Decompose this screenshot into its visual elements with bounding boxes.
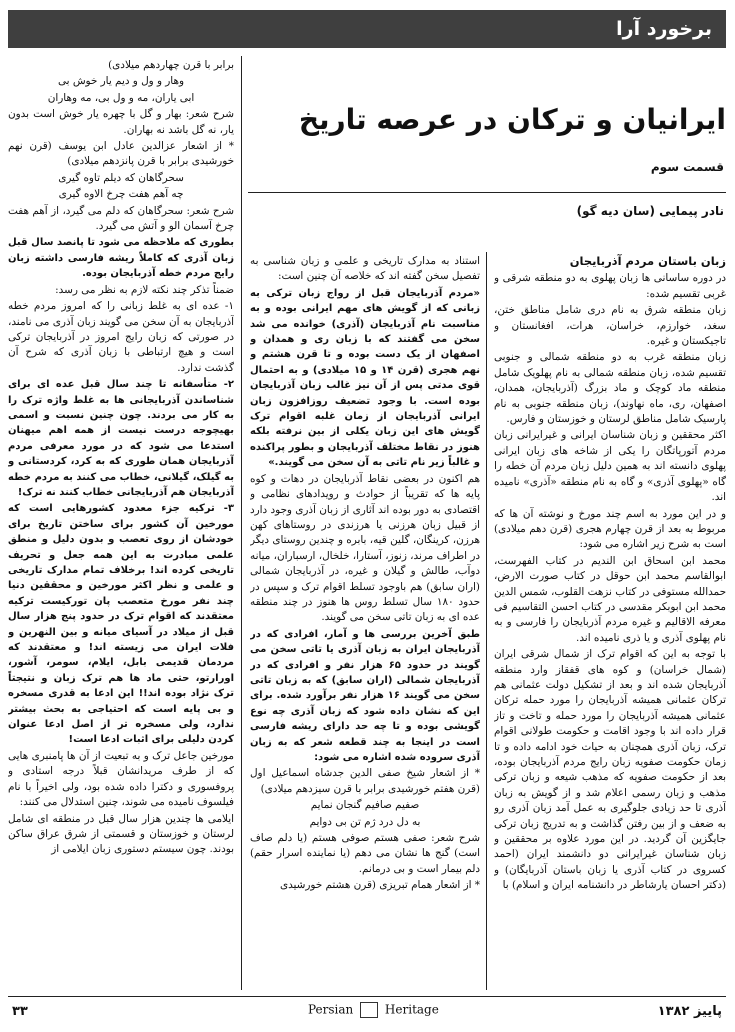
page-footer — [8, 998, 726, 1026]
heritage-emblem-icon — [360, 1002, 378, 1018]
article-author: نادر پیمایی (سان دیه گو) — [576, 204, 724, 218]
poem-line: به دل درد ژم تن بی دوایم — [309, 815, 421, 828]
paragraph: ۳- ترکیه جزء معدود کشورهایی است که مورخین آن کشور برای ساختن تاریخ برای خودشان از روی تعصب و بدون دلیل و منطق علمی مبادرت به این همه جعل و تحریف تاریخی کرده اند! برخلاف تمام مدارک تاریخی و علمی و نظر اکثر مورخین و محققین دنیا چند نفر مورخ متعصب پان تورکیست ترکیه معتقدند که اقوام ترک در حدود پنج هزار سال قبل از میلاد در آسیای میانه و بین النهرین و فلات ایران می زیسته اند! و معتقدند که مردمان قدیمی بابل، ایلام، سومر، آشور، اورارتو، حتی ماد ها هم ترک زبان و نتیجتاً ترک نژاد بوده اند!! این ادعا به قدری مسخره و بی پایه است که احتیاجی به بحث بیشتر ندارد، ولی مسخره تر از اصل ادعا عنوان کردن دلیلی برای اثبات ادعا است! — [8, 503, 234, 746]
column-divider-left — [241, 56, 242, 990]
paragraph: شرح شعر: صفی هستم صوفی هستم (یا دلم صاف است) گنج ها نشان می دهم (یا نماینده اسرار حقم) دلم بیمار است و بی درمانم. — [250, 832, 480, 875]
column-left — [8, 58, 234, 990]
paragraph: مورخین جاعل ترک و به تبعیت از آن ها پامنبری هایی که از طرف مریدانشان قبلاً درجه استادی و پروفسوری و دکترا داده شده بود، ولی اخیراً با نام فیلسوف نامیده می شوند، چنین استدلال می کنند: — [8, 749, 234, 809]
paragraph: * از اشعار همام تبریزی (قرن هشتم خورشیدی — [279, 879, 480, 892]
paragraph: طبق آخرین بررسی ها و آمار، افرادی که در آذربایجان ایران به زبان آذری یا تاتی سخن می گویند در حدود ۶۵ هزار نفر و افرادی که در آذربایجان شمالی (اران سابق) که به زبان تاتی سخن می گویند ۱۶ هزار نفر برآورد شده. برای این که نشان داده شود که زبان آذری چه نوع گویشی بوده و تا چه حد دارای ریشه فارسی است در اینجا به چند قطعه شعر که به زبان آذری سروده شده اشاره می شود: — [250, 628, 480, 763]
column-divider-right — [486, 252, 487, 990]
paragraph: ضمناً تذکر چند نکته لازم به نظر می رسد: — [55, 283, 234, 296]
paragraph: اکثر محققین و زبان شناسان ایرانی و غیرایرانی زبان مردم آتورپاتگان را یکی از شاخه های زبان ایرانی پهلوی دانسته اند به همین دلیل زبان مردم آن خطه را گاه «پهلوی آذری» و گاه به نام منطقه «آذری» نامیده اند. — [494, 429, 726, 504]
poem-line: سحرگاهان که دیلم تاوه گیری — [58, 171, 184, 184]
paragraph: برابر با قرن چهاردهم میلادی) — [108, 59, 234, 71]
paragraph: * از اشعار عزالدین عادل ابن یوسف (قرن نهم خورشیدی برابر با قرن پانزدهم میلادی) — [8, 140, 234, 168]
section-header — [8, 10, 726, 48]
paragraph: محمد ابن اسحاق ابن الندیم در کتاب الفهرست، ابوالقاسم محمد ابن حوقل در کتاب صورت الارض، حمدالله مستوفی در کتاب نزهت القلوب، شمس الدین محمد ابن ابوبکر مقدسی در کتاب احسن التقاسیم فی معرفه الاقالیم و غیره مردم آذربایجان را فارسی و به نام پهلوی آذری و یا ذری نامیده اند. — [494, 554, 726, 644]
paragraph: زبان منطقه شرق به نام دری شامل مناطق ختن، سغد، خوارزم، خراسان، هرات، افغانستان و تاجیکستان و غیره. — [494, 304, 726, 348]
paragraph: شرح شعر: بهار و گل با چهره یار خوش است بدون یار، نه گل باشد نه بهاران. — [8, 108, 234, 136]
paragraph: * از اشعار شیخ صفی الدین جدشاه اسماعیل اول (قرن هفتم خورشیدی برابر با قرن سیزدهم میلادی) — [250, 767, 480, 795]
paragraph: در دوره ساسانی ها زبان پهلوی به دو منطقه شرقی و غربی تقسیم شده: — [494, 272, 726, 300]
section-heading: زبان باستان مردم آذربایجان — [569, 254, 726, 268]
paragraph: شرح شعر: سحرگاهان که دلم می گیرد، از آهم هفت چرخ آسمان الو و آتش می گیرد. — [8, 204, 234, 233]
paragraph: استناد به مدارک تاریخی و علمی و زبان شناسی به تفصیل سخن گفته اند که خلاصه آن چنین است: — [250, 255, 480, 283]
column-middle — [250, 254, 480, 990]
paragraph: «مردم آذربایجان قبل از رواج زبان ترکی به زبانی که از گویش های مهم ایرانی بوده و به مناسبت نام آذربایجان (آذری) خوانده می شد سخن می گفتند که با زبان ری و همدان و اصفهان از یک دست بوده و تا قرن هشتم و نهم هجری (قرن ۱۴ و ۱۵ میلادی) و به احتمال قوی مدتی پس از آن نیز غالب زبان آذربایجان بوده است. با وجود تضعیف روزافزون زبان ایرانی آذربایجان از زمان غلبه اقوام ترک گویش های این زبان یکلی از بین نرفته بلکه هنوز در نقاط مختلف آذربایجان و بطور پراکنده و غالباً زیر نام تاتی به آن سخن می گویند.» — [250, 287, 480, 469]
paragraph: ۲- متأسفانه تا چند سال قبل عده ای برای شناساندن آذربایجانی ها به غلط واژه ترک را به کار می بردند. چون چنین نسبت و اسمی بهیچوجه درست نیست از همه اهم میهنان استدعا می شود که در مورد معرفی مردم آذربایجان همان طوری که به کرد، کردستانی و به گیلک، گیلانی، خطاب می کنند به مردم خطه آذربایجان هم آذربایجانی خطاب کنند نه ترک! — [8, 379, 234, 498]
paragraph: بطوری که ملاحظه می شود تا پانصد سال قبل زبان آذری که کاملاً ریشه فارسی داشته زبان رایج مردم خطه آذربایجان بوده. — [8, 237, 234, 280]
paragraph: با توجه به این که اقوام ترک از شمال شرقی ایران (شمال خراسان) و کوه های قفقاز وارد منطقه آذربایجان شده اند و بعد از تشکیل دولت عثمانی هم ترکان عثمانی همیشه آذربایجان را مورد حمله ترکان عثمانی همیشه آذربایجان را مورد حمله و تاخت و تاز قرار داده اند با وجود اقامت و حکومت طولانی اقوام ترک، زبان آذری همچنان به حیات خود ادامه داده و تا زمان حکومت صفویه زبان رایج مردم آذربایجان بوده، بعد از حکومت صفویه که مذهب شیعه و زبان ترکی مذهب و زبان رسمی اعلام شد و از گویش به زبان آذری تا حد زیادی جلوگیری به عمل آمد زبان آذری رو به ضعف و از بین رفتن گذاشت و به تدریج زبان ترکی جایگزین آن گردید. در این مورد علاوه بر محققین و زبان شناسان غیرایرانی دو دانشمند ایران (احمد کسروی در کتاب آذری یا زبان باستان آذربایگان) و (دکتر احسان یارشاطر در دانشنامه ایران و اسلام) با — [494, 648, 726, 892]
brand-left: Persian — [308, 1002, 354, 1017]
poem-line: ابی یاران، مه و ول بی، مه وهاران — [47, 91, 195, 104]
paragraph: هم اکنون در بعضی نقاط آذربایجان در دهات و کوه پایه ها که تقریباً از حوادث و رویدادهای نظامی و اقتصادی به دور بوده اند آثاری از زبان آذری وجود دارد از قبیل زبان هرزنی یا هرزندی در روستاهای کهن هرزن، کرینگان، گلین قیه، بابره و چندین روستای دیگر در اطراف مرند، زنوز، آستارا، خلخال، ارسباران، میانه دوآب، طالش و گیلان و غیره، در آذربایجان شمالی (اران سابق) هم باوجود تسلط اقوام ترک و سپس در حدود ۱۸۰ سال تسلط روس ها هنوز در چند منطقه عده ای به زبان تاتی سخن می گویند. — [250, 472, 480, 624]
poem-line: چه آهم هفت چرخ الاوه گیری — [58, 188, 184, 201]
paragraph: و در این مورد به اسم چند مورخ و نوشته آن ها که مربوط به بعد از قرن چهارم هجری (قرن دهم میلادی) است به شرح زیر اشاره می شود: — [494, 507, 726, 551]
paragraph: زبان منطقه غرب به دو منطقه شمالی و جنوبی تقسیم شده، زبان منطقه شمالی به نام پهلویک شامل منطقه ماد کوچک و ماد بزرگ (آذربایجان، همدان، اصفهان، ری، ماه نهاوند)، زبان منطقه جنوبی به نام پارسیک شامل مناطق لرستان و خوزستان و فارس. — [494, 351, 726, 426]
brand-logo — [308, 1002, 439, 1018]
section-title: برخورد آرا — [616, 18, 712, 40]
paragraph: ایلامی ها چندین هزار سال قبل در منطقه ای شامل لرستان و خوزستان و قسمتی از شرق عراق ساکن بودند. چون سیستم دستوری زبان ایلامی از — [8, 812, 234, 856]
article-title: ایرانیان و ترکان در عرصه تاریخ — [298, 103, 726, 136]
issue-season: پاییز ۱۳۸۲ — [657, 1004, 722, 1019]
column-right — [494, 254, 726, 990]
brand-right: Heritage — [384, 1002, 439, 1017]
poem-line: صفیم صافیم گنجان نمایم — [310, 799, 420, 812]
paragraph: ۱- عده ای به غلط زبانی را که امروز مردم خطه آذربایجان به آن سخن می گویند زبان آذری می نامند، در صورتی که زبان رایج امروز در آذربایجان ترکی است و هیچ ارتباطی با زبان آذری که شرح آن گذشت ندارد. — [8, 300, 234, 374]
poem-line: وهار و ول و دیم یار خوش بی — [58, 75, 184, 88]
footer-divider — [8, 996, 726, 997]
article-subtitle: قسمت سوم — [650, 160, 724, 174]
title-divider — [248, 192, 726, 193]
page-number: ۳۳ — [12, 1004, 28, 1019]
